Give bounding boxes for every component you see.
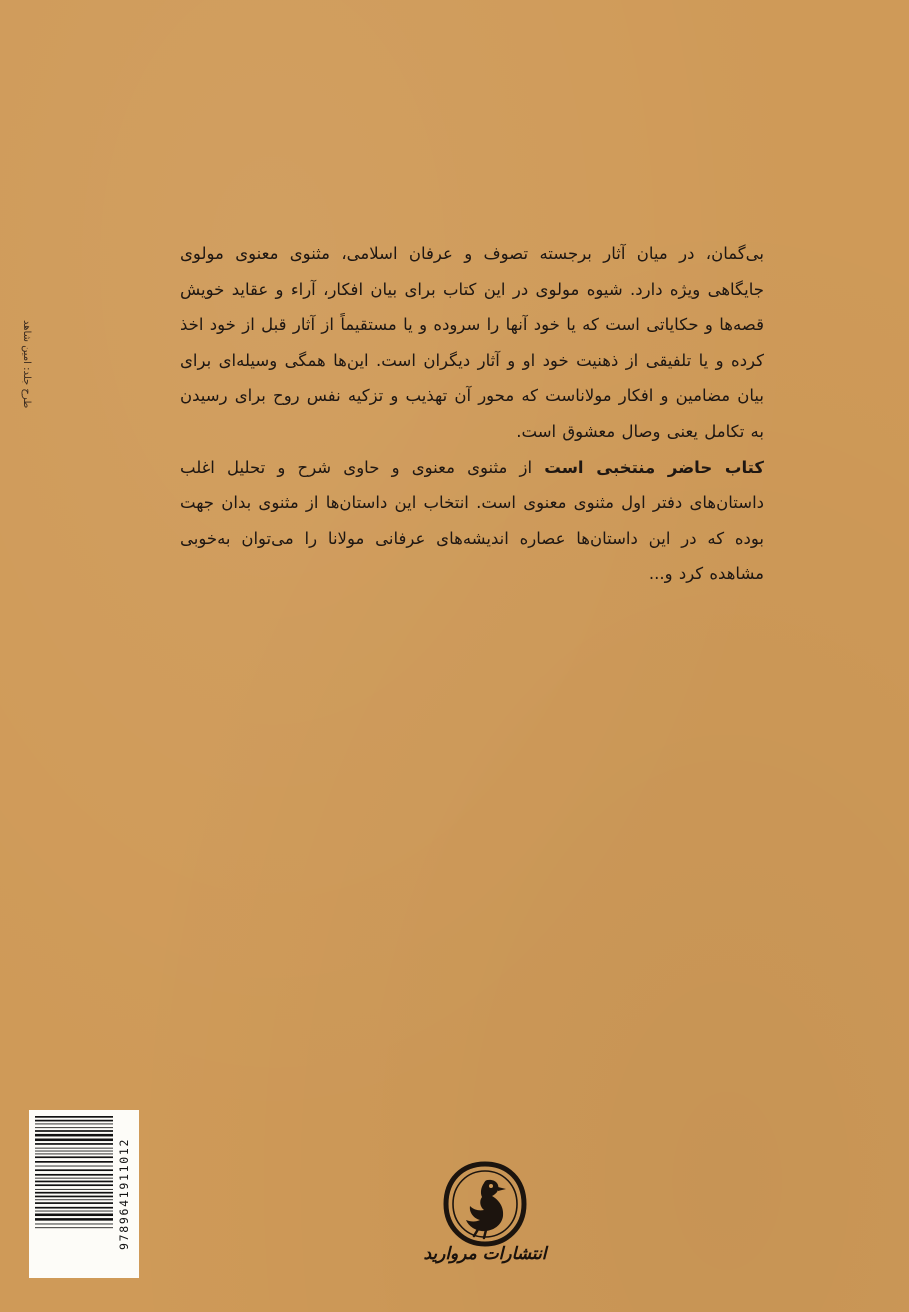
blurb-paragraph-2-lead: کتاب حاضر منتخبی است <box>544 457 765 477</box>
cover-designer-credit: طرح جلد: امین شاهد <box>21 319 32 408</box>
pigeon-emblem-icon <box>440 1160 530 1248</box>
isbn-number: 9789641911012 <box>117 1137 131 1251</box>
blurb-paragraph-2 <box>180 450 764 592</box>
publisher-name: انتشارات مروارید <box>423 1244 547 1264</box>
blurb-paragraph-2-body: از مثنوی معنوی و حاوی شرح و تحلیل اغلب داستان‌های دفتر اول مثنوی معنوی است. انتخاب این داستان‌ها از مثنوی بدان جهت بوده که در این داستان‌ها عصاره اندیشه‌های عرفانی مولانا را می‌توان به‌خوبی مشاهده کرد و... <box>180 457 764 584</box>
blurb-paragraph-1: بی‌گمان، در میان آثار برجسته تصوف و عرفان اسلامی، مثنوی معنوی مولوی جایگاهی ویژه دارد. شیوه مولوی در این کتاب برای بیان افکار، آراء و عقاید خویش قصه‌ها و حکایاتی است که یا خود آنها را سروده و یا مستقیماً از آثار قبل از خود اخذ کرده و یا تلفیقی از ذهنیت خود او و آثار دیگران است. این‌ها همگی وسیله‌ای برای بیان مضامین و افکار مولاناست که محور آن تهذیب و تزکیه نفس روح برای رسیدن به تکامل یعنی وصال معشوق است. <box>180 244 764 441</box>
back-cover-blurb <box>180 236 764 592</box>
